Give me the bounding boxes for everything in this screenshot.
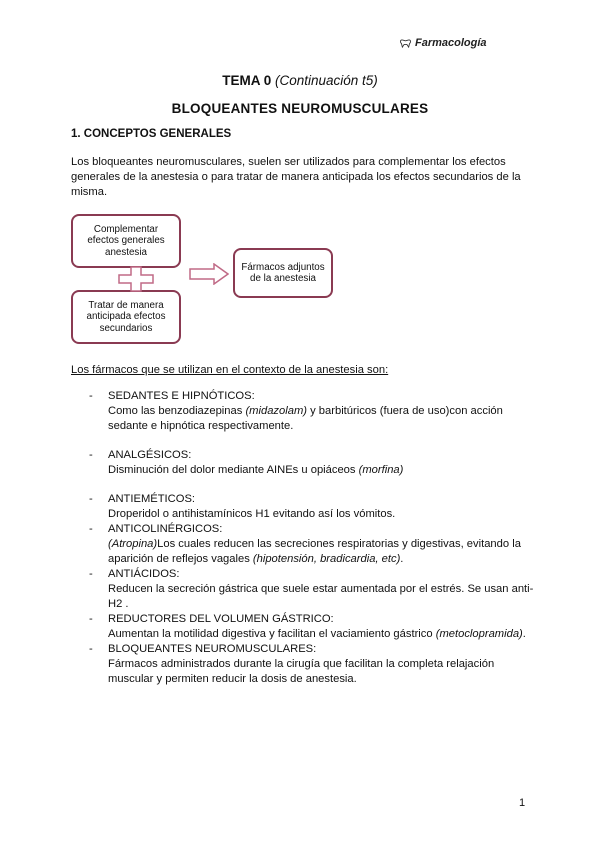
diagram-box-farmacos: Fármacos adjuntos de la anestesia [233, 248, 333, 298]
list-item: - REDUCTORES DEL VOLUMEN GÁSTRICO: Aumentan la motilidad digestiva y facilitan el vaciamiento gástrico (metoclopramida). [89, 613, 526, 640]
arrow-right-icon [189, 263, 229, 285]
page-number: 1 [519, 797, 526, 809]
list-item: - ANTICOLINÉRGICOS: (Atropina)Los cuales reducen las secreciones respiratorias y digestivas, evitando la aparición de reflejos vagales (hipotensión, bradicardia, etc). [89, 523, 521, 565]
list-item: - ANALGÉSICOS: Disminución del dolor mediante AINEs u opiáceos (morfina) [89, 449, 404, 476]
intro-paragraph: Los bloqueantes neuromusculares, suelen ser utilizados para complementar los efectos generales de la anestesia o para tratar de manera anticipada los efectos secundarios de la misma. [71, 156, 521, 198]
list-item: - ANTIÁCIDOS: Reducen la secreción gástrica que suele estar aumentada por el estrés. Se usan anti-H2 . [89, 568, 534, 610]
header-brand [400, 37, 487, 49]
section-heading: 1. CONCEPTOS GENERALES [71, 128, 232, 140]
list-item: - BLOQUEANTES NEUROMUSCULARES: Fármacos administrados durante la cirugía que facilitan la completa relajación muscular y permiten reducir la dosis de anestesia. [89, 643, 495, 685]
diagram-box-complementar: Complementar efectos generales anestesia [71, 214, 181, 268]
page-title [0, 73, 600, 88]
title-sub: (Continuación t5) [274, 73, 378, 88]
plus-icon [118, 266, 154, 292]
title-main: TEMA 0 [222, 73, 272, 88]
drug-list [71, 389, 541, 687]
brand-label: Farmacología [415, 37, 487, 49]
diagram-box-tratar: Tratar de manera anticipada efectos secundarios [71, 290, 181, 344]
tooth-icon [400, 39, 411, 48]
list-title: Los fármacos que se utilizan en el contexto de la anestesia son: [71, 364, 389, 376]
list-item: - SEDANTES E HIPNÓTICOS: Como las benzodiazepinas (midazolam) y barbitúricos (fuera de uso)con acción sedante e hipnótica respectivamente. [89, 390, 503, 432]
page-subtitle: BLOQUEANTES NEUROMUSCULARES [171, 101, 429, 116]
list-item: - ANTIEMÉTICOS: Droperidol o antihistamínicos H1 evitando así los vómitos. [89, 493, 396, 520]
